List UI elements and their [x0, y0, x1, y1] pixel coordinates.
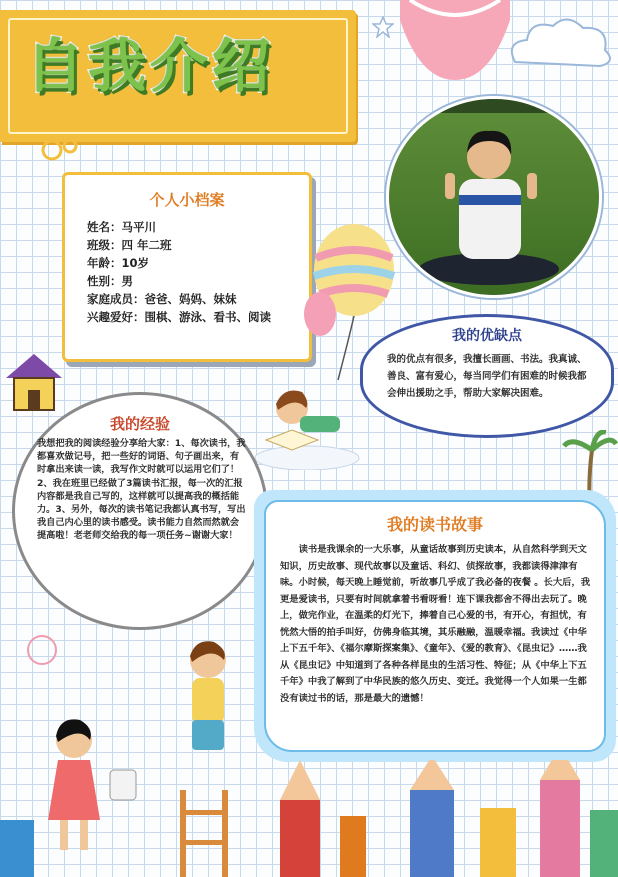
crayons-decoration [260, 760, 618, 877]
page-title: 自我介绍 [26, 32, 275, 100]
profile-gender: 性别：男 [87, 274, 133, 288]
pros-cons-heading: 我的优缺点 [452, 328, 522, 344]
profile-family: 家庭成员：爸爸、妈妈、妹妹 [87, 292, 237, 306]
profile-class: 班级：四 年二班 [87, 238, 172, 252]
reading-story-box [254, 490, 616, 762]
girl-reading-illustration [252, 380, 362, 470]
pros-cons-box [360, 314, 614, 438]
house-icon [4, 352, 64, 414]
pink-balloon-decoration [400, 0, 510, 90]
student-photo [386, 96, 602, 298]
circles-decoration [40, 136, 90, 166]
children-painting-illustration [0, 620, 260, 877]
profile-name: 姓名：马平川 [87, 220, 156, 234]
experience-heading: 我的经验 [109, 415, 170, 433]
experience-box [12, 392, 268, 630]
profile-age: 年龄：10岁 [87, 256, 150, 270]
profile-hobbies: 兴趣爱好：围棋、游泳、看书、阅读 [87, 310, 271, 324]
profile-heading: 个人小档案 [149, 191, 225, 209]
experience-text: 我想把我的阅读经验分享给大家：1、每次读书，我都喜欢做记号，把一些好的词语、句子画出来，有时拿出来读一读，我写作文时就可以运用它们了！2、我在班里已经做了3篇读书汇报，每一次的汇报内容都是我自己写的，这样就可以提高我的概括能力。3、另外，每次的读书笔记我都认真书写，写出我自己内心里的读书感受。读书能力自然而然就会提高啦！老老师交给我的每一项任务~谢谢大家！ [37, 438, 246, 542]
reading-story-heading: 我的读书故事 [386, 515, 483, 534]
reading-story-panel [264, 500, 606, 752]
pink-balloon-small-decoration [300, 290, 340, 350]
pros-cons-text: 我的优点有很多，我擅长画画、书法。我真诚、善良、富有爱心，每当同学们有困难的时候我都会伸出援助之手，帮助大家解决困难。 [387, 354, 587, 399]
cloud-decoration [505, 12, 615, 72]
profile-card [62, 172, 312, 362]
reading-story-text: 读书是我课余的一大乐事，从童话故事到历史读本，从自然科学到天文知识，历史故事、现代故事以及童话、科幻、侦探故事，我都读得津津有味。小时候，每天晚上睡觉前，听故事几乎成了我必备的夜餐 。长大后，我更是爱读书，只要有时间就拿着书看呀看！连下课我都舍不得出去玩了。晚上，做完作业，在温柔的灯光下，捧着自己心爱的书，有开心，有担忧，有恍然大悟的拍手叫好，仿佛身临其境，其乐融融，温暖幸福。我读过《中华上下五千年》、《福尔摩斯探案集》、《童年》、《爱的教育》、《昆虫记》……我从《昆虫记》中知道到了各种各样昆虫的生活习性、特征；从《中华上下五千年》中我了解到了中华民族的悠久历史、变迁。我觉得一个人如果一生都没有读过书的话，那是最大的遗憾！ [280, 544, 591, 704]
star-icon [372, 16, 394, 38]
